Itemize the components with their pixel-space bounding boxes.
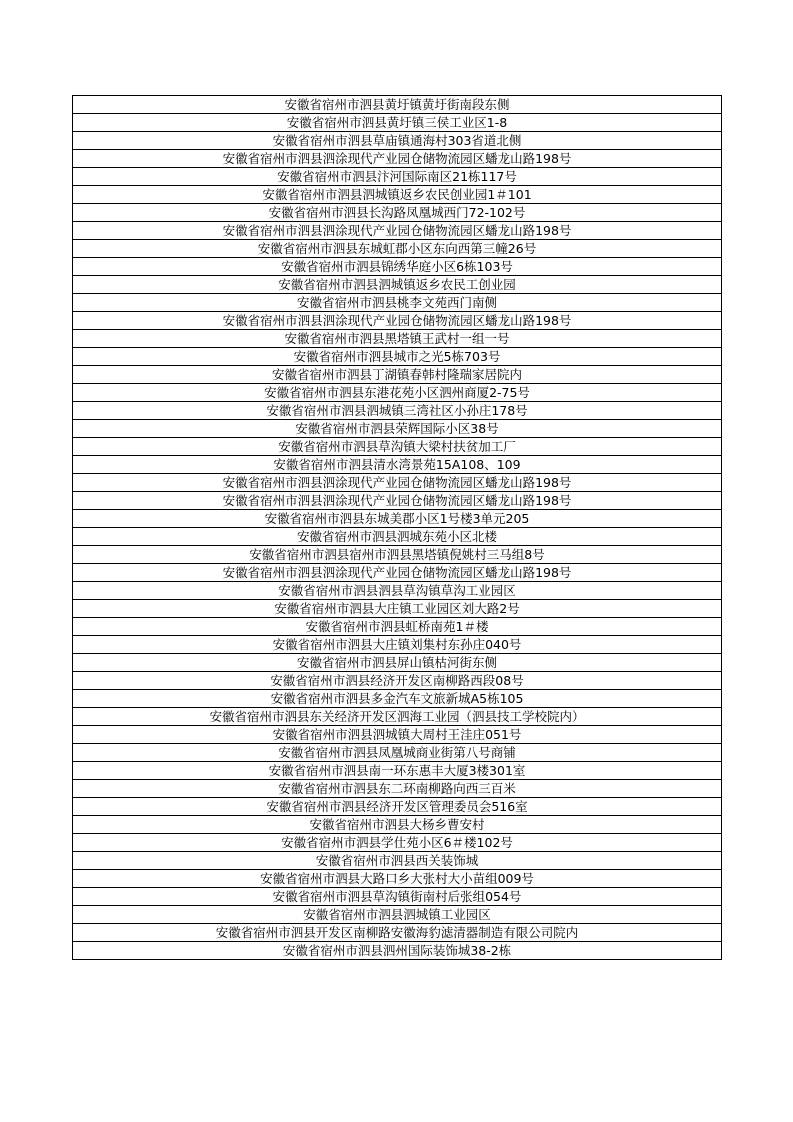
table-row	[73, 276, 722, 294]
address-cell: 安徽省宿州市泗县泗城镇大周村王洼庄051号	[73, 726, 722, 744]
table-row	[73, 186, 722, 204]
table-row	[73, 96, 722, 114]
address-cell: 安徽省宿州市泗县锦绣华庭小区6栋103号	[73, 258, 722, 276]
address-cell: 安徽省宿州市泗县宿州市泗县黑塔镇倪姚村三马组8号	[73, 546, 722, 564]
table-row	[73, 384, 722, 402]
address-cell: 安徽省宿州市泗县泗县草沟镇草沟工业园区	[73, 582, 722, 600]
address-cell: 安徽省宿州市泗县城市之光5栋703号	[73, 348, 722, 366]
table-row	[73, 168, 722, 186]
table-row	[73, 762, 722, 780]
address-cell: 安徽省宿州市泗县泗涂现代产业园仓储物流园区蟠龙山路198号	[73, 492, 722, 510]
address-cell: 安徽省宿州市泗县屏山镇枯河街东侧	[73, 654, 722, 672]
table-row	[73, 420, 722, 438]
table-row	[73, 366, 722, 384]
address-cell: 安徽省宿州市泗县东城虹郡小区东向西第三幢26号	[73, 240, 722, 258]
table-row	[73, 114, 722, 132]
address-cell: 安徽省宿州市泗县清水湾景苑15A108、109	[73, 456, 722, 474]
address-cell: 安徽省宿州市泗县东港花苑小区泗州商厦2-75号	[73, 384, 722, 402]
table-row	[73, 780, 722, 798]
table-row	[73, 726, 722, 744]
table-row	[73, 816, 722, 834]
address-cell: 安徽省宿州市泗县泗城镇三湾社区小孙庄178号	[73, 402, 722, 420]
table-row	[73, 924, 722, 942]
table-row	[73, 906, 722, 924]
table-row	[73, 798, 722, 816]
address-cell: 安徽省宿州市泗县大杨乡曹安村	[73, 816, 722, 834]
table-row	[73, 528, 722, 546]
table-row	[73, 492, 722, 510]
table-row	[73, 888, 722, 906]
table-row	[73, 348, 722, 366]
table-row	[73, 942, 722, 960]
address-cell: 安徽省宿州市泗县东关经济开发区泗海工业园（泗县技工学校院内）	[73, 708, 722, 726]
table-row	[73, 438, 722, 456]
address-cell: 安徽省宿州市泗县泗城镇返乡农民创业园1＃101	[73, 186, 722, 204]
table-row	[73, 690, 722, 708]
table-row	[73, 834, 722, 852]
address-cell: 安徽省宿州市泗县泗城东苑小区北楼	[73, 528, 722, 546]
table-row	[73, 654, 722, 672]
address-cell: 安徽省宿州市泗县泗州国际装饰城38-2栋	[73, 942, 722, 960]
address-cell: 安徽省宿州市泗县开发区南柳路安徽海豹滤清器制造有限公司院内	[73, 924, 722, 942]
table-row	[73, 870, 722, 888]
table-row	[73, 312, 722, 330]
table-row	[73, 600, 722, 618]
address-cell: 安徽省宿州市泗县大庄镇刘集村东孙庄040号	[73, 636, 722, 654]
table-row	[73, 636, 722, 654]
table-row	[73, 708, 722, 726]
address-cell: 安徽省宿州市泗县黄圩镇黄圩街南段东侧	[73, 96, 722, 114]
address-cell: 安徽省宿州市泗县大庄镇工业园区刘大路2号	[73, 600, 722, 618]
address-cell: 安徽省宿州市泗县泗城镇返乡农民工创业园	[73, 276, 722, 294]
address-cell: 安徽省宿州市泗县凤凰城商业街第八号商铺	[73, 744, 722, 762]
address-cell: 安徽省宿州市泗县泗涂现代产业园仓储物流园区蟠龙山路198号	[73, 222, 722, 240]
table-row	[73, 204, 722, 222]
table-row	[73, 222, 722, 240]
address-table	[72, 95, 722, 960]
address-cell: 安徽省宿州市泗县泗涂现代产业园仓储物流园区蟠龙山路198号	[73, 150, 722, 168]
address-cell: 安徽省宿州市泗县草沟镇街南村后张组054号	[73, 888, 722, 906]
table-row	[73, 294, 722, 312]
address-cell: 安徽省宿州市泗县长沟路凤凰城西门72-102号	[73, 204, 722, 222]
address-cell: 安徽省宿州市泗县大路口乡大张村大小苗组009号	[73, 870, 722, 888]
table-row	[73, 132, 722, 150]
table-row	[73, 582, 722, 600]
address-cell: 安徽省宿州市泗县荣辉国际小区38号	[73, 420, 722, 438]
table-row	[73, 240, 722, 258]
table-row	[73, 618, 722, 636]
table-row	[73, 672, 722, 690]
table-row	[73, 258, 722, 276]
address-cell: 安徽省宿州市泗县泗涂现代产业园仓储物流园区蟠龙山路198号	[73, 474, 722, 492]
address-cell: 安徽省宿州市泗县丁湖镇春韩村隆瑞家居院内	[73, 366, 722, 384]
address-cell: 安徽省宿州市泗县东城美郡小区1号楼3单元205	[73, 510, 722, 528]
table-row	[73, 474, 722, 492]
table-row	[73, 150, 722, 168]
table-row	[73, 402, 722, 420]
table-row	[73, 330, 722, 348]
address-cell: 安徽省宿州市泗县南一环东惠丰大厦3楼301室	[73, 762, 722, 780]
table-row	[73, 510, 722, 528]
address-cell: 安徽省宿州市泗县桃李文苑西门南侧	[73, 294, 722, 312]
address-cell: 安徽省宿州市泗县泗城镇工业园区	[73, 906, 722, 924]
address-cell: 安徽省宿州市泗县泗涂现代产业园仓储物流园区蟠龙山路198号	[73, 312, 722, 330]
address-cell: 安徽省宿州市泗县草沟镇大梁村扶贫加工厂	[73, 438, 722, 456]
table-row	[73, 564, 722, 582]
address-cell: 安徽省宿州市泗县经济开发区南柳路西段08号	[73, 672, 722, 690]
address-table-body	[73, 96, 722, 960]
address-cell: 安徽省宿州市泗县多金汽车文旅新城A5栋105	[73, 690, 722, 708]
address-cell: 安徽省宿州市泗县东二环南柳路向西三百米	[73, 780, 722, 798]
table-row	[73, 852, 722, 870]
address-cell: 安徽省宿州市泗县汴河国际南区21栋117号	[73, 168, 722, 186]
address-cell: 安徽省宿州市泗县泗涂现代产业园仓储物流园区蟠龙山路198号	[73, 564, 722, 582]
address-cell: 安徽省宿州市泗县黄圩镇三侯工业区1-8	[73, 114, 722, 132]
address-cell: 安徽省宿州市泗县虹桥南苑1＃楼	[73, 618, 722, 636]
address-cell: 安徽省宿州市泗县西关装饰城	[73, 852, 722, 870]
table-row	[73, 546, 722, 564]
address-cell: 安徽省宿州市泗县学仕苑小区6＃楼102号	[73, 834, 722, 852]
address-cell: 安徽省宿州市泗县经济开发区管理委员会516室	[73, 798, 722, 816]
address-cell: 安徽省宿州市泗县黑塔镇王武村一组一号	[73, 330, 722, 348]
address-cell: 安徽省宿州市泗县草庙镇通海村303省道北侧	[73, 132, 722, 150]
table-row	[73, 744, 722, 762]
table-row	[73, 456, 722, 474]
